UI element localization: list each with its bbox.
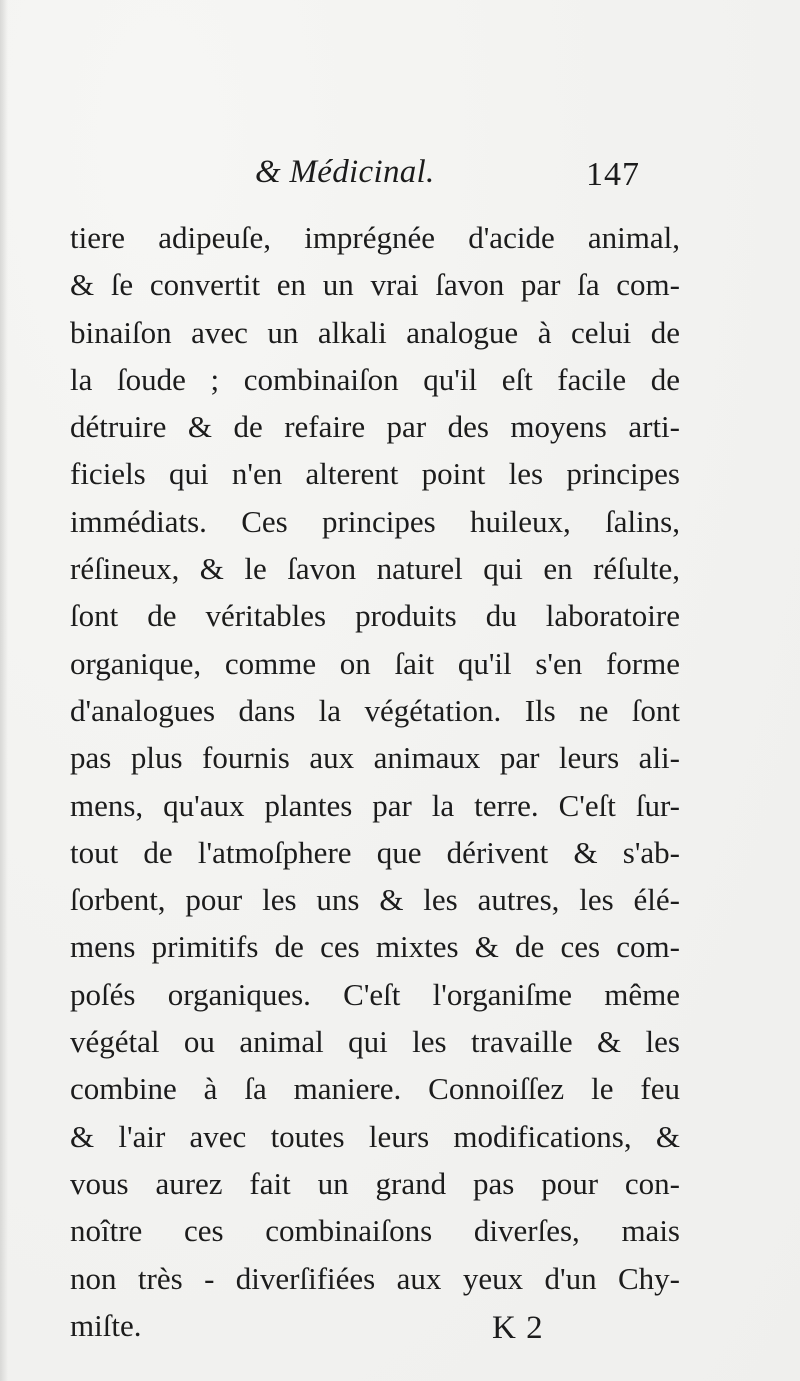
text-line: réſineux, & le ſavon naturel qui en réſulte, [70,551,680,587]
text-line: détruire & de refaire par des moyens arti- [70,409,680,445]
text-line: immédiats. Ces principes huileux, ſalins, [70,503,680,539]
text-line: combine à ſa maniere. Connoiſſez le feu [70,1071,680,1107]
text-line: ſorbent, pour les uns & les autres, les élé- [70,882,680,918]
page-edge-shadow [0,0,8,1381]
text-line: & ſe convertit en un vrai ſavon par ſa com- [70,267,680,303]
text-line: mens primitifs de ces mixtes & de ces com- [70,929,680,965]
text-line: mens, qu'aux plantes par la terre. C'eſt ſur- [70,787,680,823]
text-line: noître ces combinaiſons diverſes, mais [70,1213,680,1249]
text-line: miſte. [70,1307,142,1343]
text-line: ſont de véritables produits du laboratoire [70,598,680,634]
text-line: & l'air avec toutes leurs modifications, & [70,1118,680,1154]
text-line: vous aurez fait un grand pas pour con- [70,1165,680,1201]
page-number: 147 [586,156,640,193]
body-text [70,214,680,1349]
page-header [0,150,800,200]
text-line: tout de l'atmoſphere que dérivent & s'ab- [70,834,680,870]
text-line: pas plus fournis aux animaux par leurs ali- [70,740,680,776]
text-line: la ſoude ; combinaiſon qu'il eſt facile de [70,361,680,397]
text-line: tiere adipeuſe, imprégnée d'acide animal, [70,220,680,255]
running-head: & Médicinal. [255,154,435,190]
text-line: organique, comme on ſait qu'il s'en forme [70,645,680,681]
signature-mark: K 2 [492,1310,544,1346]
text-line: poſés organiques. C'eſt l'organiſme même [70,976,680,1012]
text-line: végétal ou animal qui les travaille & les [70,1024,680,1060]
text-line: binaiſon avec un alkali analogue à celui de [70,314,680,350]
text-line: d'analogues dans la végétation. Ils ne ſont [70,692,680,728]
text-line: non très - diverſifiées aux yeux d'un Chy- [70,1260,680,1296]
text-line: ficiels qui n'en alterent point les principes [70,456,680,492]
